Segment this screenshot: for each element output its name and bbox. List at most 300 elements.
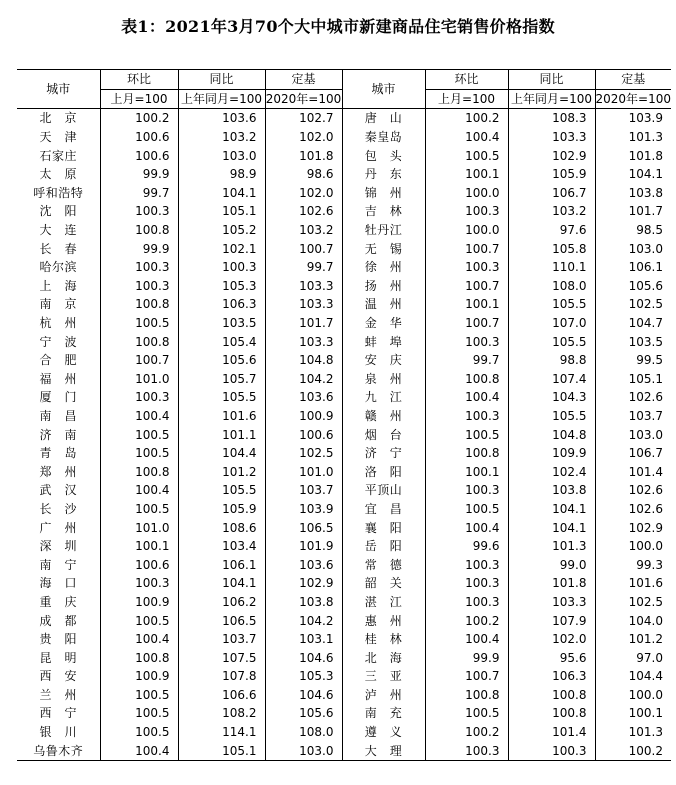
city-name-right: 北 海 bbox=[342, 648, 425, 667]
yoy-value-right: 100.3 bbox=[508, 741, 595, 760]
fixed-value-left: 103.9 bbox=[265, 500, 342, 519]
yoy-value-left: 104.1 bbox=[178, 184, 265, 203]
city-name-right: 宜 昌 bbox=[342, 500, 425, 519]
yoy-value-right: 104.1 bbox=[508, 518, 595, 537]
mom-value-left: 101.0 bbox=[100, 518, 178, 537]
fixed-value-left: 103.2 bbox=[265, 221, 342, 240]
yoy-value-left: 98.9 bbox=[178, 165, 265, 184]
header-yoy-base-left: 上年同月=100 bbox=[178, 89, 265, 109]
yoy-value-right: 107.9 bbox=[508, 611, 595, 630]
yoy-value-left: 105.6 bbox=[178, 351, 265, 370]
mom-value-right: 100.3 bbox=[425, 332, 508, 351]
table-row bbox=[17, 723, 671, 742]
fixed-value-left: 103.8 bbox=[265, 593, 342, 612]
mom-value-left: 100.8 bbox=[100, 332, 178, 351]
yoy-value-right: 103.3 bbox=[508, 128, 595, 147]
city-name-left: 青 岛 bbox=[39, 446, 77, 461]
yoy-value-right: 106.7 bbox=[508, 184, 595, 203]
yoy-value-right: 101.8 bbox=[508, 574, 595, 593]
city-name-right: 泉 州 bbox=[342, 370, 425, 389]
mom-value-right: 100.2 bbox=[425, 723, 508, 742]
fixed-value-right: 99.3 bbox=[595, 555, 671, 574]
city-name-left: 郑 州 bbox=[39, 464, 77, 479]
table-row bbox=[17, 184, 671, 203]
yoy-value-right: 105.8 bbox=[508, 239, 595, 258]
city-name-right: 秦皇岛 bbox=[342, 128, 425, 147]
city-name-left: 南 昌 bbox=[39, 408, 77, 423]
fixed-value-right: 104.0 bbox=[595, 611, 671, 630]
mom-value-right: 100.5 bbox=[425, 146, 508, 165]
city-name-right: 韶 关 bbox=[342, 574, 425, 593]
city-name-right: 安 庆 bbox=[342, 351, 425, 370]
fixed-value-right: 103.7 bbox=[595, 407, 671, 426]
mom-value-right: 100.7 bbox=[425, 667, 508, 686]
city-name-left: 厦 门 bbox=[39, 390, 77, 405]
city-name-left: 北 京 bbox=[39, 111, 77, 126]
mom-value-left: 100.8 bbox=[100, 221, 178, 240]
city-name-left: 银 川 bbox=[39, 725, 77, 740]
fixed-value-right: 105.1 bbox=[595, 370, 671, 389]
header-fixed-left: 定基 bbox=[265, 70, 342, 90]
yoy-value-left: 114.1 bbox=[178, 723, 265, 742]
table-row bbox=[17, 518, 671, 537]
fixed-value-left: 102.6 bbox=[265, 202, 342, 221]
yoy-value-right: 105.5 bbox=[508, 332, 595, 351]
mom-value-right: 100.7 bbox=[425, 277, 508, 296]
fixed-value-left: 101.9 bbox=[265, 537, 342, 556]
mom-value-left: 100.3 bbox=[100, 258, 178, 277]
table-row bbox=[17, 407, 671, 426]
yoy-value-right: 104.8 bbox=[508, 425, 595, 444]
fixed-value-left: 98.6 bbox=[265, 165, 342, 184]
fixed-value-right: 101.3 bbox=[595, 723, 671, 742]
fixed-value-left: 108.0 bbox=[265, 723, 342, 742]
fixed-value-right: 102.9 bbox=[595, 518, 671, 537]
mom-value-left: 100.6 bbox=[100, 128, 178, 147]
fixed-value-right: 102.5 bbox=[595, 593, 671, 612]
fixed-value-right: 105.6 bbox=[595, 277, 671, 296]
mom-value-right: 100.4 bbox=[425, 518, 508, 537]
header-yoy-base-right: 上年同月=100 bbox=[508, 89, 595, 109]
mom-value-left: 100.5 bbox=[100, 500, 178, 519]
table-title: 表1：2021年3月70个大中城市新建商品住宅销售价格指数 bbox=[121, 17, 555, 36]
table-row bbox=[17, 611, 671, 630]
fixed-value-left: 103.1 bbox=[265, 630, 342, 649]
fixed-value-left: 102.5 bbox=[265, 444, 342, 463]
table-row bbox=[17, 165, 671, 184]
table-row bbox=[17, 500, 671, 519]
fixed-value-right: 101.4 bbox=[595, 462, 671, 481]
header-fixed-right: 定基 bbox=[595, 70, 671, 90]
yoy-value-left: 105.4 bbox=[178, 332, 265, 351]
fixed-value-left: 102.0 bbox=[265, 128, 342, 147]
city-name-left: 合 肥 bbox=[39, 353, 77, 368]
fixed-value-right: 100.0 bbox=[595, 686, 671, 705]
table-row bbox=[17, 537, 671, 556]
mom-value-left: 100.3 bbox=[100, 202, 178, 221]
yoy-value-left: 106.3 bbox=[178, 295, 265, 314]
mom-value-left: 100.8 bbox=[100, 295, 178, 314]
mom-value-right: 100.1 bbox=[425, 462, 508, 481]
yoy-value-left: 103.4 bbox=[178, 537, 265, 556]
mom-value-left: 100.5 bbox=[100, 704, 178, 723]
mom-value-left: 100.4 bbox=[100, 407, 178, 426]
mom-value-left: 100.9 bbox=[100, 667, 178, 686]
fixed-value-right: 100.1 bbox=[595, 704, 671, 723]
yoy-value-left: 104.1 bbox=[178, 574, 265, 593]
fixed-value-right: 100.2 bbox=[595, 741, 671, 760]
table-row bbox=[17, 648, 671, 667]
header-fixed-base-left: 2020年=100 bbox=[265, 89, 342, 109]
yoy-value-right: 107.0 bbox=[508, 314, 595, 333]
table-row bbox=[17, 351, 671, 370]
table-row bbox=[17, 370, 671, 389]
fixed-value-right: 97.0 bbox=[595, 648, 671, 667]
mom-value-right: 100.8 bbox=[425, 370, 508, 389]
fixed-value-left: 103.7 bbox=[265, 481, 342, 500]
table-row bbox=[17, 481, 671, 500]
yoy-value-left: 101.1 bbox=[178, 425, 265, 444]
fixed-value-left: 104.6 bbox=[265, 686, 342, 705]
city-name-right: 吉 林 bbox=[342, 202, 425, 221]
yoy-value-left: 103.0 bbox=[178, 146, 265, 165]
table-row bbox=[17, 593, 671, 612]
fixed-value-left: 105.6 bbox=[265, 704, 342, 723]
city-name-left: 呼和浩特 bbox=[33, 185, 84, 200]
mom-value-right: 100.3 bbox=[425, 741, 508, 760]
yoy-value-left: 106.5 bbox=[178, 611, 265, 630]
yoy-value-right: 101.3 bbox=[508, 537, 595, 556]
fixed-value-left: 102.0 bbox=[265, 184, 342, 203]
city-name-left: 昆 明 bbox=[39, 650, 77, 665]
yoy-value-left: 100.3 bbox=[178, 258, 265, 277]
yoy-value-right: 107.4 bbox=[508, 370, 595, 389]
header-yoy-right: 同比 bbox=[508, 70, 595, 90]
fixed-value-left: 103.3 bbox=[265, 295, 342, 314]
mom-value-left: 100.6 bbox=[100, 555, 178, 574]
city-name-left: 西 宁 bbox=[39, 706, 77, 721]
yoy-value-left: 105.9 bbox=[178, 500, 265, 519]
mom-value-right: 100.3 bbox=[425, 593, 508, 612]
city-name-left: 大 连 bbox=[39, 223, 77, 238]
mom-value-right: 100.3 bbox=[425, 574, 508, 593]
yoy-value-right: 101.4 bbox=[508, 723, 595, 742]
mom-value-left: 99.9 bbox=[100, 239, 178, 258]
fixed-value-left: 104.2 bbox=[265, 370, 342, 389]
yoy-value-right: 105.5 bbox=[508, 407, 595, 426]
table-row bbox=[17, 295, 671, 314]
city-name-right: 襄 阳 bbox=[342, 518, 425, 537]
fixed-value-left: 105.3 bbox=[265, 667, 342, 686]
fixed-value-left: 100.9 bbox=[265, 407, 342, 426]
table-row bbox=[17, 277, 671, 296]
mom-value-left: 100.9 bbox=[100, 593, 178, 612]
city-name-right: 大 理 bbox=[342, 741, 425, 760]
city-name-left: 西 安 bbox=[39, 669, 77, 684]
mom-value-left: 100.6 bbox=[100, 146, 178, 165]
table-row bbox=[17, 444, 671, 463]
table-row bbox=[17, 128, 671, 147]
mom-value-left: 100.5 bbox=[100, 723, 178, 742]
city-name-right: 南 充 bbox=[342, 704, 425, 723]
yoy-value-right: 105.5 bbox=[508, 295, 595, 314]
mom-value-left: 99.7 bbox=[100, 184, 178, 203]
mom-value-right: 99.7 bbox=[425, 351, 508, 370]
fixed-value-left: 104.8 bbox=[265, 351, 342, 370]
mom-value-right: 100.2 bbox=[425, 611, 508, 630]
yoy-value-left: 105.1 bbox=[178, 202, 265, 221]
city-name-right: 常 德 bbox=[342, 555, 425, 574]
mom-value-right: 100.7 bbox=[425, 239, 508, 258]
fixed-value-left: 103.6 bbox=[265, 388, 342, 407]
fixed-value-left: 103.6 bbox=[265, 555, 342, 574]
city-name-right: 包 头 bbox=[342, 146, 425, 165]
fixed-value-right: 101.7 bbox=[595, 202, 671, 221]
yoy-value-right: 103.2 bbox=[508, 202, 595, 221]
price-index-table bbox=[17, 69, 671, 761]
yoy-value-left: 103.5 bbox=[178, 314, 265, 333]
yoy-value-right: 102.4 bbox=[508, 462, 595, 481]
table-row bbox=[17, 462, 671, 481]
mom-value-right: 100.3 bbox=[425, 407, 508, 426]
table-row bbox=[17, 667, 671, 686]
city-name-left: 长 春 bbox=[39, 241, 77, 256]
city-name-left: 重 庆 bbox=[39, 594, 77, 609]
mom-value-right: 99.6 bbox=[425, 537, 508, 556]
header-mom-right: 环比 bbox=[425, 70, 508, 90]
yoy-value-left: 107.5 bbox=[178, 648, 265, 667]
yoy-value-right: 108.0 bbox=[508, 277, 595, 296]
city-name-right: 平顶山 bbox=[342, 481, 425, 500]
yoy-value-right: 104.1 bbox=[508, 500, 595, 519]
city-name-left: 宁 波 bbox=[39, 334, 77, 349]
city-name-left: 上 海 bbox=[39, 278, 77, 293]
table-body bbox=[17, 109, 671, 761]
fixed-value-right: 103.5 bbox=[595, 332, 671, 351]
yoy-value-right: 102.9 bbox=[508, 146, 595, 165]
mom-value-left: 100.1 bbox=[100, 537, 178, 556]
city-name-left: 天 津 bbox=[39, 130, 77, 145]
yoy-value-left: 102.1 bbox=[178, 239, 265, 258]
fixed-value-left: 101.0 bbox=[265, 462, 342, 481]
fixed-value-left: 100.7 bbox=[265, 239, 342, 258]
city-name-right: 三 亚 bbox=[342, 667, 425, 686]
yoy-value-left: 101.6 bbox=[178, 407, 265, 426]
mom-value-left: 99.9 bbox=[100, 165, 178, 184]
yoy-value-right: 102.0 bbox=[508, 630, 595, 649]
yoy-value-right: 110.1 bbox=[508, 258, 595, 277]
table-row bbox=[17, 686, 671, 705]
table-row bbox=[17, 425, 671, 444]
mom-value-left: 100.5 bbox=[100, 314, 178, 333]
mom-value-left: 100.4 bbox=[100, 481, 178, 500]
city-name-right: 湛 江 bbox=[342, 593, 425, 612]
fixed-value-right: 99.5 bbox=[595, 351, 671, 370]
city-name-right: 徐 州 bbox=[342, 258, 425, 277]
city-name-right: 遵 义 bbox=[342, 723, 425, 742]
yoy-value-left: 105.5 bbox=[178, 388, 265, 407]
city-name-right: 济 宁 bbox=[342, 444, 425, 463]
mom-value-right: 100.5 bbox=[425, 425, 508, 444]
city-name-right: 牡丹江 bbox=[342, 221, 425, 240]
city-name-left: 杭 州 bbox=[39, 316, 77, 331]
header-fixed-base-right: 2020年=100 bbox=[595, 89, 671, 109]
city-name-right: 桂 林 bbox=[342, 630, 425, 649]
city-name-right: 赣 州 bbox=[342, 407, 425, 426]
city-name-right: 蚌 埠 bbox=[342, 332, 425, 351]
fixed-value-right: 106.1 bbox=[595, 258, 671, 277]
city-name-left: 广 州 bbox=[39, 520, 77, 535]
mom-value-right: 100.1 bbox=[425, 165, 508, 184]
city-name-left: 深 圳 bbox=[39, 539, 77, 554]
fixed-value-right: 101.2 bbox=[595, 630, 671, 649]
city-name-right: 烟 台 bbox=[342, 425, 425, 444]
fixed-value-left: 102.9 bbox=[265, 574, 342, 593]
fixed-value-right: 102.5 bbox=[595, 295, 671, 314]
yoy-value-right: 108.3 bbox=[508, 109, 595, 128]
mom-value-left: 100.3 bbox=[100, 277, 178, 296]
city-name-left: 武 汉 bbox=[39, 483, 77, 498]
mom-value-left: 100.5 bbox=[100, 425, 178, 444]
table-row bbox=[17, 704, 671, 723]
yoy-value-left: 101.2 bbox=[178, 462, 265, 481]
header-city-right: 城市 bbox=[342, 70, 425, 109]
table-row bbox=[17, 630, 671, 649]
mom-value-left: 100.7 bbox=[100, 351, 178, 370]
fixed-value-right: 103.9 bbox=[595, 109, 671, 128]
city-name-right: 锦 州 bbox=[342, 184, 425, 203]
fixed-value-right: 103.0 bbox=[595, 239, 671, 258]
city-name-left: 贵 阳 bbox=[39, 632, 77, 647]
city-name-left: 成 都 bbox=[39, 613, 77, 628]
mom-value-right: 100.3 bbox=[425, 202, 508, 221]
city-name-left: 石家庄 bbox=[39, 148, 77, 163]
table-row bbox=[17, 574, 671, 593]
city-name-left: 乌鲁木齐 bbox=[17, 741, 100, 760]
yoy-value-left: 103.2 bbox=[178, 128, 265, 147]
city-name-left: 南 宁 bbox=[39, 557, 77, 572]
header-city-left: 城市 bbox=[17, 70, 100, 109]
fixed-value-left: 106.5 bbox=[265, 518, 342, 537]
fixed-value-left: 103.3 bbox=[265, 332, 342, 351]
yoy-value-left: 105.3 bbox=[178, 277, 265, 296]
yoy-value-left: 108.2 bbox=[178, 704, 265, 723]
city-name-right: 泸 州 bbox=[342, 686, 425, 705]
mom-value-left: 100.5 bbox=[100, 611, 178, 630]
table-row bbox=[17, 109, 671, 128]
city-name-right: 惠 州 bbox=[342, 611, 425, 630]
yoy-value-right: 95.6 bbox=[508, 648, 595, 667]
header-mom-base-right: 上月=100 bbox=[425, 89, 508, 109]
city-name-left: 太 原 bbox=[39, 167, 77, 182]
city-name-right: 岳 阳 bbox=[342, 537, 425, 556]
yoy-value-left: 108.6 bbox=[178, 518, 265, 537]
fixed-value-right: 101.3 bbox=[595, 128, 671, 147]
yoy-value-left: 105.2 bbox=[178, 221, 265, 240]
mom-value-right: 100.7 bbox=[425, 314, 508, 333]
mom-value-right: 100.8 bbox=[425, 686, 508, 705]
yoy-value-left: 105.5 bbox=[178, 481, 265, 500]
table-header bbox=[17, 70, 671, 109]
yoy-value-left: 104.4 bbox=[178, 444, 265, 463]
mom-value-right: 100.4 bbox=[425, 630, 508, 649]
city-name-left: 兰 州 bbox=[39, 687, 77, 702]
mom-value-right: 100.4 bbox=[425, 128, 508, 147]
mom-value-right: 100.5 bbox=[425, 500, 508, 519]
fixed-value-left: 100.6 bbox=[265, 425, 342, 444]
header-yoy-left: 同比 bbox=[178, 70, 265, 90]
table-row bbox=[17, 332, 671, 351]
fixed-value-right: 101.6 bbox=[595, 574, 671, 593]
city-name-left: 沈 阳 bbox=[39, 204, 77, 219]
yoy-value-left: 106.6 bbox=[178, 686, 265, 705]
mom-value-right: 100.0 bbox=[425, 221, 508, 240]
fixed-value-right: 103.0 bbox=[595, 425, 671, 444]
table-row bbox=[17, 741, 671, 760]
fixed-value-right: 101.8 bbox=[595, 146, 671, 165]
table-row bbox=[17, 239, 671, 258]
mom-value-left: 100.3 bbox=[100, 388, 178, 407]
yoy-value-right: 103.3 bbox=[508, 593, 595, 612]
table-row bbox=[17, 202, 671, 221]
mom-value-left: 100.4 bbox=[100, 630, 178, 649]
mom-value-right: 100.0 bbox=[425, 184, 508, 203]
city-name-right: 九 江 bbox=[342, 388, 425, 407]
city-name-left: 济 南 bbox=[39, 427, 77, 442]
fixed-value-right: 98.5 bbox=[595, 221, 671, 240]
yoy-value-right: 105.9 bbox=[508, 165, 595, 184]
fixed-value-left: 99.7 bbox=[265, 258, 342, 277]
fixed-value-left: 104.6 bbox=[265, 648, 342, 667]
fixed-value-right: 104.4 bbox=[595, 667, 671, 686]
fixed-value-right: 106.7 bbox=[595, 444, 671, 463]
city-name-right: 唐 山 bbox=[342, 109, 425, 128]
fixed-value-right: 103.8 bbox=[595, 184, 671, 203]
table-row bbox=[17, 388, 671, 407]
mom-value-right: 100.2 bbox=[425, 109, 508, 128]
fixed-value-right: 104.1 bbox=[595, 165, 671, 184]
table-row bbox=[17, 258, 671, 277]
fixed-value-right: 102.6 bbox=[595, 388, 671, 407]
fixed-value-right: 100.0 bbox=[595, 537, 671, 556]
city-name-right: 无 锡 bbox=[342, 239, 425, 258]
table-row bbox=[17, 555, 671, 574]
yoy-value-right: 109.9 bbox=[508, 444, 595, 463]
mom-value-right: 100.5 bbox=[425, 704, 508, 723]
city-name-left: 福 州 bbox=[39, 371, 77, 386]
yoy-value-left: 105.1 bbox=[178, 741, 265, 760]
yoy-value-right: 97.6 bbox=[508, 221, 595, 240]
mom-value-left: 100.4 bbox=[100, 741, 178, 760]
header-mom-base-left: 上月=100 bbox=[100, 89, 178, 109]
mom-value-right: 100.8 bbox=[425, 444, 508, 463]
fixed-value-right: 102.6 bbox=[595, 481, 671, 500]
city-name-right: 金 华 bbox=[342, 314, 425, 333]
mom-value-right: 100.3 bbox=[425, 555, 508, 574]
table-row bbox=[17, 314, 671, 333]
yoy-value-right: 99.0 bbox=[508, 555, 595, 574]
yoy-value-right: 104.3 bbox=[508, 388, 595, 407]
city-name-left: 哈尔滨 bbox=[39, 260, 77, 275]
mom-value-right: 100.3 bbox=[425, 258, 508, 277]
header-mom-left: 环比 bbox=[100, 70, 178, 90]
fixed-value-left: 104.2 bbox=[265, 611, 342, 630]
yoy-value-right: 103.8 bbox=[508, 481, 595, 500]
city-name-right: 洛 阳 bbox=[342, 462, 425, 481]
yoy-value-left: 103.6 bbox=[178, 109, 265, 128]
mom-value-left: 100.5 bbox=[100, 686, 178, 705]
table-row bbox=[17, 146, 671, 165]
